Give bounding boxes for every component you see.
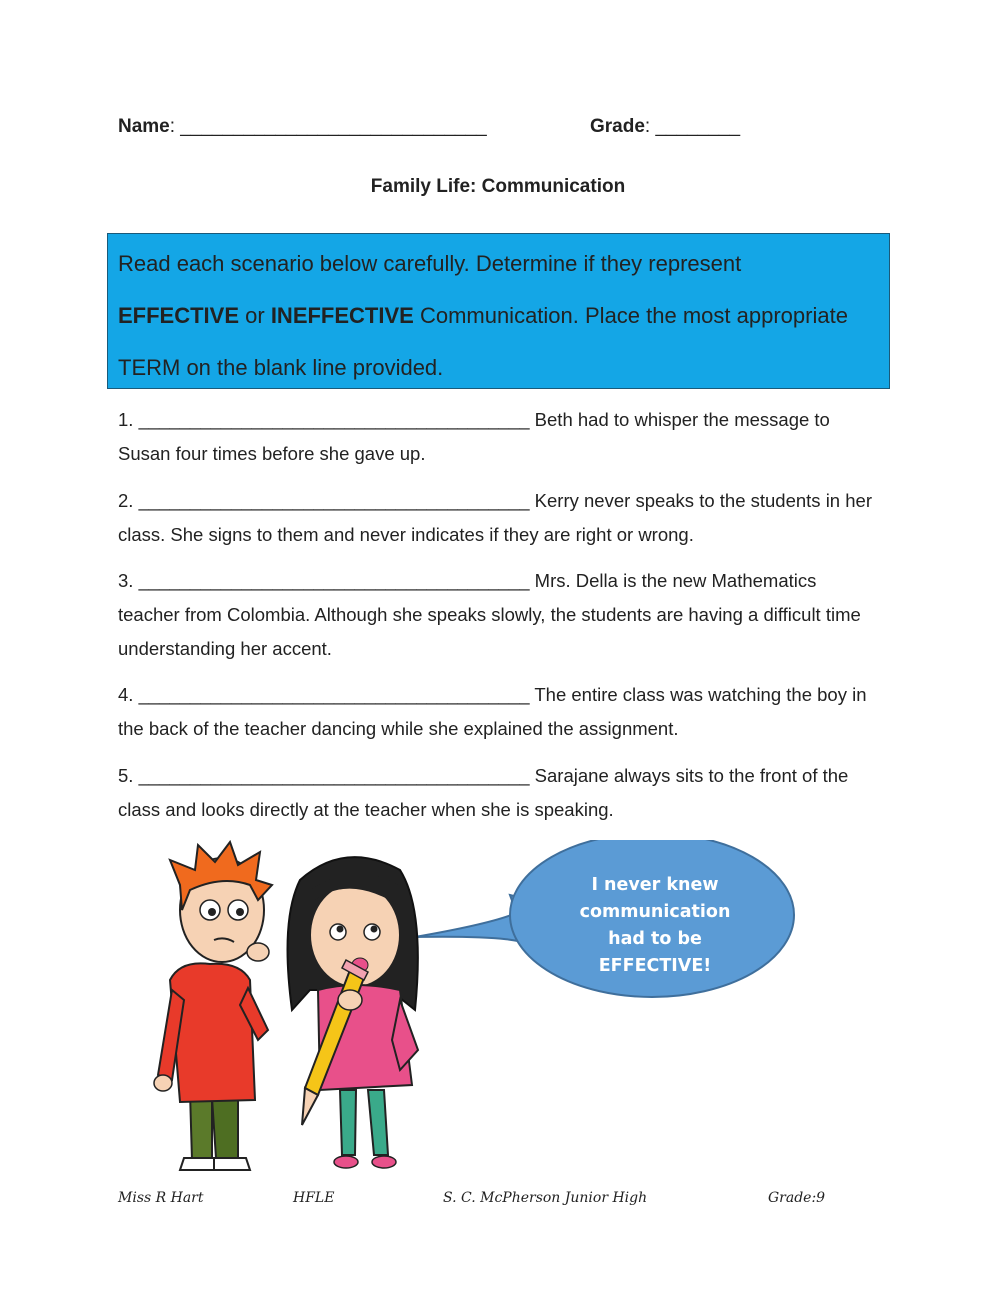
or-word: or: [239, 303, 271, 328]
instructions-line-2-rest: Communication. Place the most appropriate: [413, 303, 848, 328]
grade-blank[interactable]: : ________: [644, 116, 741, 137]
name-blank[interactable]: : _____________________________: [169, 116, 487, 137]
bubble-line-4: EFFECTIVE!: [598, 956, 712, 976]
grade-field[interactable]: [590, 116, 740, 138]
footer-teacher: Miss R Hart: [118, 1190, 204, 1206]
page-title: Family Life: Communication: [370, 176, 626, 197]
footer-grade: Grade:9: [768, 1190, 826, 1206]
bubble-line-2: communication: [579, 902, 731, 922]
effective-term: EFFECTIVE: [118, 303, 240, 328]
footer-subject: HFLE: [293, 1190, 335, 1206]
instructions-line-3: TERM on the blank line provided.: [118, 355, 444, 380]
speech-bubble-text: [575, 872, 735, 980]
ineffective-term: INEFFECTIVE: [270, 303, 414, 328]
instructions-line-2: [118, 290, 889, 342]
question-3[interactable]: 3. ______________________________________ Mrs. Della is the new Mathematics teacher from Colombia. Although she speaks slowly, the students are having a difficult time understanding her accent.: [118, 570, 861, 659]
footer-school: S. C. McPherson Junior High: [443, 1190, 648, 1206]
instructions-line-1: Read each scenario below carefully. Determine if they represent: [118, 251, 742, 276]
bubble-line-3: had to be: [608, 929, 702, 949]
question-1[interactable]: 1. ______________________________________ Beth had to whisper the message to Susan four times before she gave up.: [118, 409, 830, 464]
girl-figure: [288, 857, 419, 1168]
boy-figure: [154, 842, 272, 1170]
bubble-line-1: I never knew: [591, 875, 719, 895]
question-4[interactable]: 4. ______________________________________ The entire class was watching the boy in the back of the teacher dancing while she explained the assignment.: [118, 684, 867, 739]
question-2[interactable]: 2. ______________________________________ Kerry never speaks to the students in her class. She signs to them and never indicates if they are right or wrong.: [118, 490, 872, 545]
name-label: Name: [118, 116, 170, 137]
grade-label: Grade: [590, 116, 645, 137]
question-5[interactable]: 5. ______________________________________ Sarajane always sits to the front of the class and looks directly at the teacher when she is speaking.: [118, 765, 849, 820]
instructions-box: [107, 233, 890, 389]
name-field[interactable]: [118, 116, 487, 138]
